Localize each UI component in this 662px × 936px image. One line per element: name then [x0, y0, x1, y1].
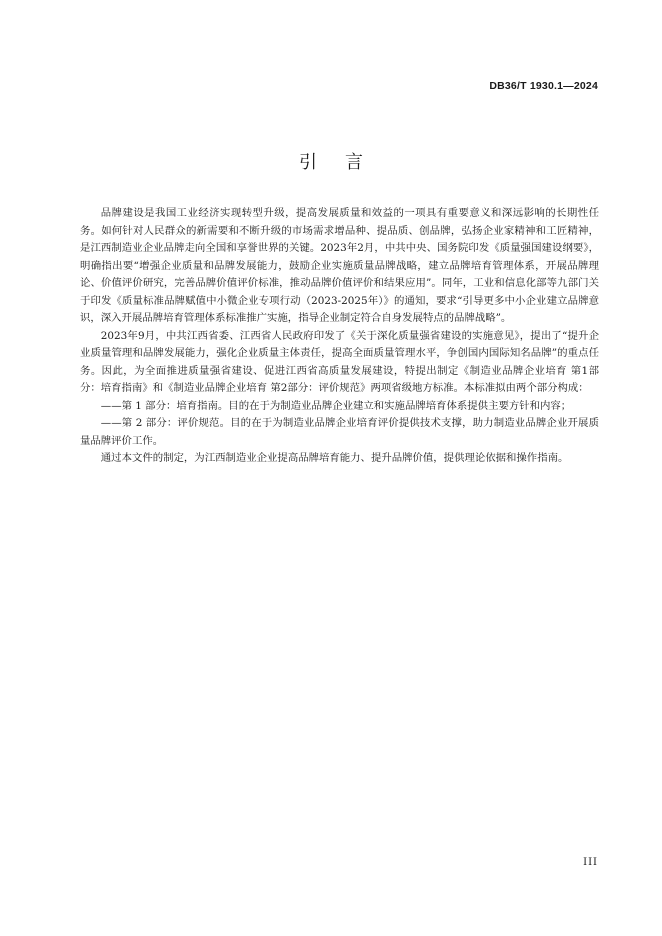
page-title: 引言 [299, 152, 391, 173]
introduction-body [80, 205, 599, 468]
paragraph-provincial-policy: 2023年9月，中共江西省委、江西省人民政府印发了《关于深化质量强省建设的实施意见》，提出了“提升企业质量管理和品牌发展能力，强化企业质量主体责任，提高全面质量管理水平，争创国内国际知名品牌”的重点任务。因此，为全面推进质量强省建设、促进江西省高质量发展建设，特提出制定《制造业品牌企业培育 第1部分：培育指南》和《制造业品牌企业培育 第2部分：评价规范》两项省级地方标准。本标准拟由两个部分构成： [80, 329, 599, 394]
document-code: DB36/T 1930.1—2024 [489, 80, 598, 92]
paragraph-background: 品牌建设是我国工业经济实现转型升级，提高发展质量和效益的一项具有重要意义和深远影响的长期性任务。如何针对人民群众的新需要和不断升级的市场需求增品种、提品质、创品牌，弘扬企业家精神和工匠精神，是江西制造业企业品牌走向全国和享誉世界的关键。2023年2月，中共中央、国务院印发《质量强国建设纲要》，明确指出要“增强企业质量和品牌发展能力，鼓励企业实施质量品牌战略，建立品牌培育管理体系，开展品牌理论、价值评价研究，完善品牌价值评价标准，推动品牌价值评价和结果应用”。同年，工业和信息化部等九部门关于印发《质量标准品牌赋值中小微企业专项行动（2023-2025年）》的通知，要求“引导更多中小企业建立品牌意识，深入开展品牌培育管理体系标准推广实施，指导企业制定符合自身发展特点的品牌战略”。 [80, 207, 599, 324]
paragraph-part-1: ——第 1 部分：培育指南。目的在于为制造业品牌企业建立和实施品牌培育体系提供主要方针和内容； [100, 399, 572, 412]
page-number: III [583, 857, 598, 868]
paragraph-conclusion: 通过本文件的制定，为江西制造业企业提高品牌培育能力、提升品牌价值，提供理论依据和操作指南。 [100, 452, 569, 464]
paragraph-part-2: ——第 2 部分：评价规范。目的在于为制造业品牌企业培育评价提供技术支撑，助力制造业品牌企业开展质量品牌评价工作。 [80, 417, 599, 447]
